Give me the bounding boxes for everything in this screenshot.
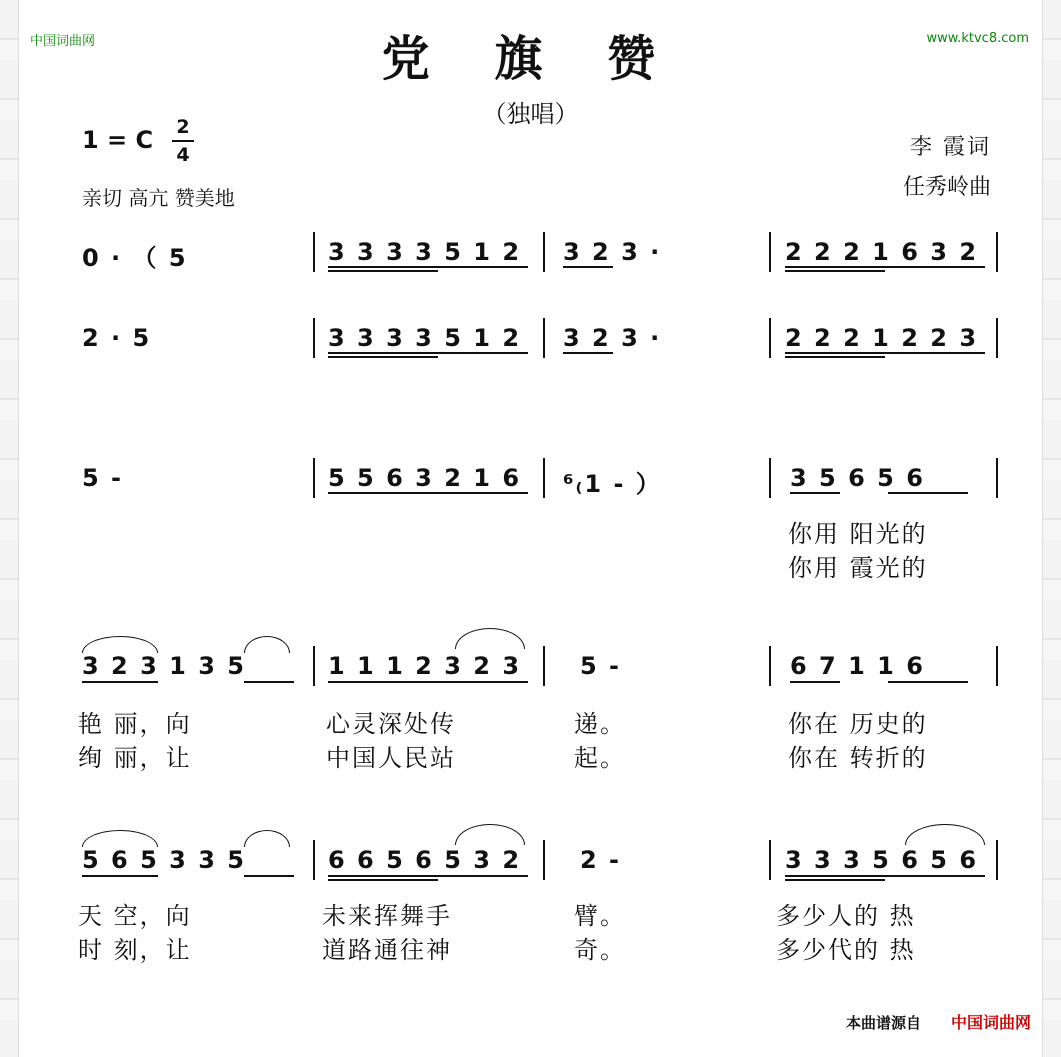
row2-measure1: 2 · 5 [82, 324, 152, 352]
row1-measure3: 3 2 3 · [563, 238, 662, 266]
underline-eighth [888, 492, 968, 494]
site-name-left[interactable]: 中国词曲网 [30, 34, 96, 49]
barline [996, 458, 998, 498]
row3-measure4: 3 5 6 5 6 [790, 464, 925, 492]
barline [313, 232, 315, 272]
song-title: 党 旗 赞 [381, 31, 680, 87]
underline-sixteenth [785, 879, 885, 881]
row5-lyric-v2-m4: 多少代的 热 [776, 936, 916, 964]
row4-lyric-v1-m3: 递。 [574, 710, 626, 738]
underline-eighth [244, 681, 294, 683]
slur [82, 636, 158, 653]
underline-eighth [790, 492, 840, 494]
barline [543, 232, 545, 272]
slur [905, 824, 985, 845]
row5-lyric-v2-m3: 奇。 [574, 936, 626, 964]
row1-measure4: 2 2 2 1 6 3 2 [785, 238, 979, 266]
underline-eighth [82, 681, 158, 683]
row4-measure3: 5 - [580, 652, 622, 680]
barline [543, 840, 545, 880]
slur [455, 628, 525, 649]
underline-eighth [785, 266, 985, 268]
composer-credit: 任秀岭曲 [902, 175, 991, 200]
row5-measure4: 3 3 3 5 6 5 6 [785, 846, 979, 874]
row3-lyric-verse1: 你用 阳光的 [788, 520, 928, 548]
barline [769, 840, 771, 880]
underline-eighth [328, 266, 528, 268]
slur [244, 830, 290, 847]
row4-measure1: 3 2 3 1 3 5 [82, 652, 246, 680]
underline-sixteenth [785, 356, 885, 358]
row5-measure2: 6 6 5 6 5 3 2 [328, 846, 522, 874]
row3-lyric-verse2: 你用 霞光的 [788, 554, 928, 582]
row5-lyric-v1-m3: 臂。 [574, 902, 626, 930]
left-margin-strip [0, 0, 19, 1057]
barline [769, 458, 771, 498]
barline [543, 318, 545, 358]
barline [769, 646, 771, 686]
barline [769, 318, 771, 358]
row4-lyric-v1-m2: 心灵深处传 [326, 710, 456, 738]
right-margin-strip [1042, 0, 1061, 1057]
tempo-marking: 亲切 高亢 赞美地 [82, 186, 235, 210]
underline-eighth [328, 875, 528, 877]
site-url-right[interactable]: www.ktvc8.com [926, 31, 1029, 46]
row4-lyric-v2-m3: 起。 [574, 744, 626, 772]
barline [769, 232, 771, 272]
row4-measure2: 1 1 1 2 3 2 3 [328, 652, 522, 680]
barline [996, 318, 998, 358]
row4-lyric-v1-m1: 艳 丽，向 [78, 710, 192, 738]
time-signature-line [172, 140, 194, 142]
song-subtitle: （独唱） [482, 100, 579, 128]
underline-eighth [563, 352, 613, 354]
row3-measure3: ⁶₍1 - ） [563, 470, 662, 498]
underline-eighth [328, 681, 528, 683]
slur [82, 830, 158, 847]
underline-sixteenth [328, 356, 438, 358]
underline-eighth [563, 266, 613, 268]
barline [313, 646, 315, 686]
underline-eighth [244, 875, 294, 877]
barline [313, 458, 315, 498]
underline-eighth [785, 352, 985, 354]
barline [313, 840, 315, 880]
time-signature [172, 116, 194, 166]
barline [543, 646, 545, 686]
row4-lyric-v2-m1: 绚 丽，让 [78, 744, 192, 772]
row1-measure1: 0 · （ 5 [82, 244, 188, 272]
row2-measure3: 3 2 3 · [563, 324, 662, 352]
barline [996, 232, 998, 272]
row3-measure2: 5 5 6 3 2 1 6 [328, 464, 522, 492]
underline-eighth [785, 875, 985, 877]
row2-measure4: 2 2 2 1 2 2 3 [785, 324, 979, 352]
underline-eighth [328, 352, 528, 354]
row1-measure2: 3 3 3 3 5 1 2 [328, 238, 522, 266]
underline-eighth [82, 875, 158, 877]
key-signature: 1 = C [82, 126, 154, 154]
footer-site-link[interactable]: 中国词曲网 [950, 1013, 1031, 1032]
underline-eighth [888, 681, 968, 683]
row5-measure1: 5 6 5 3 3 5 [82, 846, 246, 874]
barline [543, 458, 545, 498]
row2-measure2: 3 3 3 3 5 1 2 [328, 324, 522, 352]
underline-sixteenth [785, 270, 885, 272]
row5-lyric-v2-m2: 道路通往神 [322, 936, 452, 964]
underline-sixteenth [328, 270, 438, 272]
row4-lyric-v1-m4: 你在 历史的 [788, 710, 928, 738]
row5-measure3: 2 - [580, 846, 622, 874]
row3-measure1: 5 - [82, 464, 124, 492]
time-signature-top: 2 [176, 116, 190, 138]
row4-measure4: 6 7 1 1 6 [790, 652, 925, 680]
row5-lyric-v2-m1: 时 刻，让 [78, 936, 192, 964]
slur [455, 824, 525, 845]
underline-eighth [328, 492, 528, 494]
row5-lyric-v1-m4: 多少人的 热 [776, 902, 916, 930]
barline [996, 840, 998, 880]
time-signature-bottom: 4 [176, 144, 190, 166]
slur [244, 636, 290, 653]
row5-lyric-v1-m2: 未来挥舞手 [322, 902, 452, 930]
underline-eighth [790, 681, 840, 683]
row4-lyric-v2-m2: 中国人民站 [326, 744, 456, 772]
footer-source-label: 本曲谱源自 [845, 1014, 921, 1032]
row4-lyric-v2-m4: 你在 转折的 [788, 744, 928, 772]
barline [996, 646, 998, 686]
row5-lyric-v1-m1: 天 空，向 [78, 902, 192, 930]
lyricist-credit: 李 霞词 [910, 135, 991, 160]
underline-sixteenth [328, 879, 438, 881]
barline [313, 318, 315, 358]
